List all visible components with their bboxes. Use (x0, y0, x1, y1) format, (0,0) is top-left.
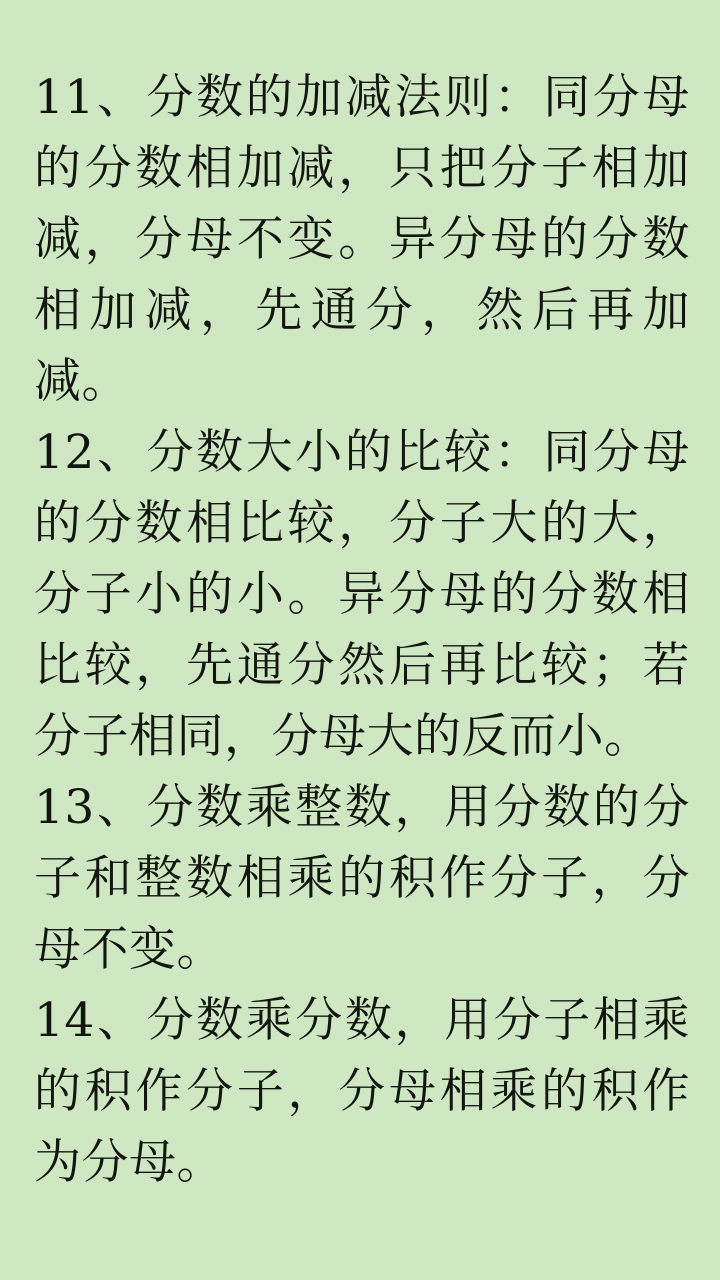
paragraph-13: 13、分数乘整数，用分数的分子和整数相乘的积作分子，分母不变。 (34, 780, 690, 977)
paragraph-11: 11、分数的加减法则：同分母的分数相加减，只把分子相加减，分母不变。异分母的分数相加减，先通分，然后再加减。 (34, 70, 690, 409)
paragraph-12: 12、分数大小的比较：同分母的分数相比较，分子大的大，分子小的小。异分母的分数相比较，先通分然后再比较；若分子相同，分母大的反而小。 (34, 425, 690, 764)
paragraph-14: 14、分数乘分数，用分子相乘的积作分子，分母相乘的积作为分母。 (34, 993, 690, 1190)
